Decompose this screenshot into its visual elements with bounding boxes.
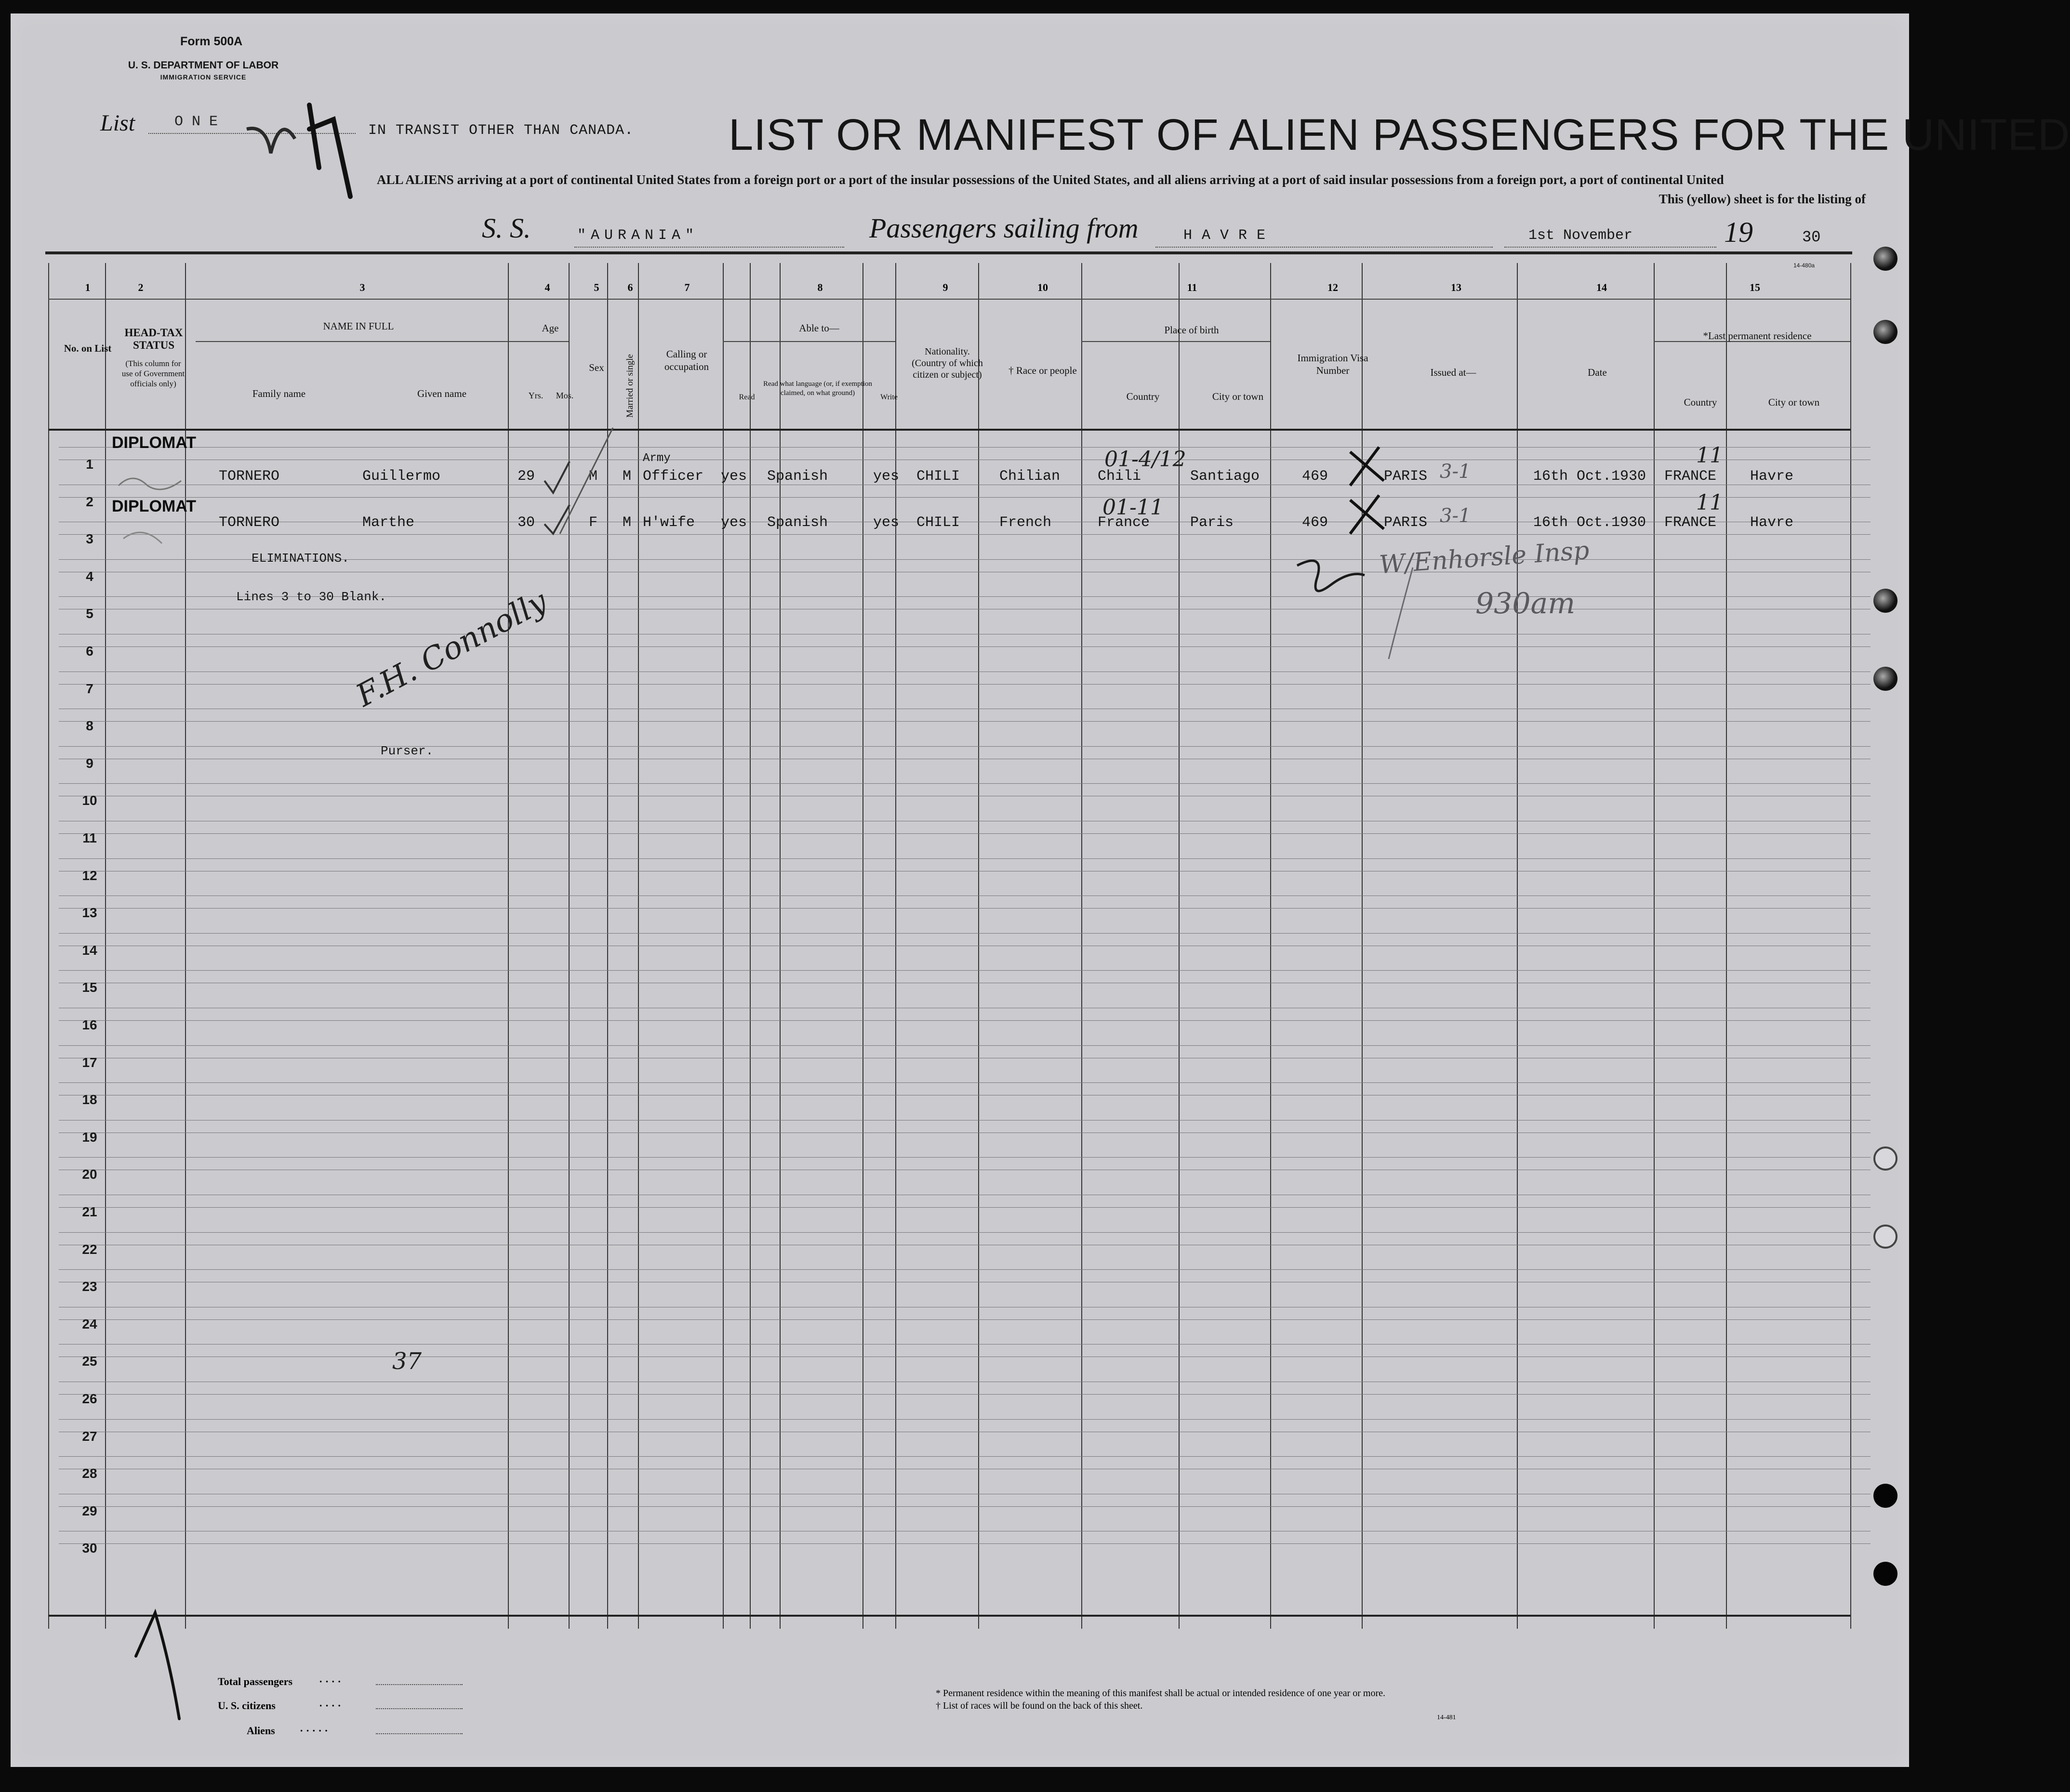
- table-bottom-rule: [48, 1615, 1850, 1617]
- page-count: 37: [392, 1348, 422, 1375]
- issued-annotation: 3-1: [1440, 505, 1471, 527]
- row-number: 24: [82, 1316, 97, 1331]
- row-rule: [59, 933, 1871, 934]
- given-name: Marthe: [362, 514, 415, 531]
- ship-name: "AURANIA": [577, 227, 699, 244]
- row-rule: [59, 684, 1871, 685]
- nationality: CHILI: [916, 514, 960, 531]
- binder-hole: [1873, 1562, 1898, 1586]
- calling: H'wife: [643, 514, 695, 531]
- row-rule: [59, 1506, 1871, 1507]
- header-rule: [1081, 341, 1270, 342]
- header-rule: [45, 251, 1852, 254]
- row-number: 25: [82, 1354, 97, 1369]
- inspector-initial-mark: [1287, 546, 1384, 604]
- row-rule: [59, 833, 1871, 834]
- header-name-in-full: NAME IN FULL: [323, 320, 394, 332]
- footnote-races: † List of races will be found on the back of this sheet.: [936, 1700, 1143, 1711]
- nationality: CHILI: [916, 468, 960, 485]
- row-number: 21: [82, 1204, 97, 1219]
- header-head-tax-note: (This column for use of Government officials only): [121, 359, 185, 388]
- header-write: Write: [880, 393, 898, 401]
- header-head-tax: HEAD-TAX STATUS: [124, 327, 183, 351]
- row-rule: [59, 1207, 1871, 1208]
- header-married: Married or single: [625, 354, 635, 418]
- row-number: 15: [82, 980, 97, 995]
- binder-hole: [1873, 1484, 1898, 1508]
- row-rule: [59, 497, 1871, 498]
- row-rule: [59, 1082, 1871, 1083]
- form-number: Form 500A: [180, 35, 243, 48]
- date-dotted-line: [1504, 247, 1716, 248]
- header-given-name: Given name: [417, 388, 467, 399]
- header-rule: [48, 429, 1850, 431]
- row-rule: [59, 447, 1871, 448]
- row-number: 18: [82, 1092, 97, 1107]
- visa-date: 16th Oct.1930: [1533, 468, 1646, 485]
- residence-city: Havre: [1750, 514, 1794, 531]
- header-no-on-list: No. on List: [64, 343, 112, 354]
- manifest-title: LIST OR MANIFEST OF ALIEN PASSENGERS FOR THE UNITED: [729, 110, 2070, 159]
- us-citizens-line: [376, 1708, 463, 1709]
- issued-at: PARIS: [1384, 514, 1428, 531]
- head-tax-status: DIPLOMAT: [112, 434, 197, 452]
- married-status: M: [623, 468, 632, 485]
- row-number: 13: [82, 905, 97, 921]
- row-rule: [59, 970, 1871, 971]
- port-name: HAVRE: [1183, 227, 1275, 244]
- row-rule: [59, 1232, 1871, 1233]
- column-rule: [48, 263, 49, 1629]
- pencil-stroke: [1379, 563, 1427, 669]
- calling: Officer: [643, 468, 704, 485]
- aliens-dots: · · · · ·: [300, 1725, 328, 1737]
- total-passengers-label: Total passengers: [218, 1675, 293, 1687]
- transit-note: IN TRANSIT OTHER THAN CANADA.: [368, 122, 634, 139]
- subtitle-line-1: ALL ALIENS arriving at a port of continental United States from a foreign port or a port of the insular possessions of the United States, and all aliens arriving at a port of said insular possessions from a foreign port, a port of continental United: [377, 172, 1724, 187]
- row-number: 17: [82, 1054, 97, 1070]
- row-rule: [59, 1157, 1871, 1158]
- footnote-residence: * Permanent residence within the meaning of this manifest shall be actual or intended residence of one year or more.: [936, 1688, 1386, 1699]
- us-citizens-dots: · · · ·: [319, 1700, 341, 1712]
- colnum-7: 7: [684, 281, 690, 293]
- department-name: U. S. DEPARTMENT OF LABOR: [128, 60, 279, 71]
- able-read: yes: [721, 514, 747, 531]
- header-birth-city: City or town: [1212, 391, 1264, 402]
- birth-country: France: [1098, 514, 1150, 531]
- row-number: 12: [82, 868, 97, 883]
- row-number: 6: [86, 644, 93, 659]
- row-number: 4: [86, 568, 93, 584]
- sex: M: [589, 468, 598, 485]
- calling-line-1: Army: [643, 452, 671, 465]
- row-number: 1: [86, 457, 93, 472]
- residence-country: FRANCE: [1664, 514, 1717, 531]
- header-rule: [48, 299, 1850, 300]
- row-number: 20: [82, 1167, 97, 1182]
- ss-label: S. S.: [482, 212, 531, 244]
- birth-annotation: 01-11: [1102, 495, 1164, 520]
- family-name: TORNERO: [219, 468, 280, 485]
- inspector-note: W/Enhorsle Insp: [1378, 536, 1591, 580]
- head-tax-status: DIPLOMAT: [112, 497, 197, 515]
- header-issued-at: Issued at—: [1430, 367, 1476, 378]
- row-number: 23: [82, 1279, 97, 1294]
- residence-annotation: 11: [1696, 490, 1723, 515]
- colnum-11: 11: [1187, 281, 1197, 293]
- list-handwritten-number: [237, 86, 353, 206]
- issued-at: PARIS: [1384, 468, 1428, 485]
- row-rule: [59, 646, 1871, 647]
- header-visa-number: Immigration Visa Number: [1297, 352, 1368, 376]
- purser-signature: F.H. Connolly: [350, 583, 553, 714]
- visa-date: 16th Oct.1930: [1533, 514, 1646, 531]
- row-rule: [59, 1419, 1871, 1420]
- row-rule: [59, 1045, 1871, 1046]
- residence-annotation: 11: [1696, 443, 1723, 468]
- row-rule: [59, 858, 1871, 859]
- colnum-5: 5: [594, 281, 599, 293]
- binder-hole: [1873, 1146, 1898, 1171]
- age-check-marks: [536, 413, 632, 539]
- header-sex: Sex: [589, 362, 604, 373]
- row-number: 5: [86, 606, 93, 621]
- colnum-13: 13: [1451, 281, 1461, 293]
- visa-x-marks: [1340, 437, 1393, 534]
- header-age: Age: [542, 322, 559, 334]
- manifest-sheet: [11, 13, 2070, 1767]
- row-number: 22: [82, 1241, 97, 1257]
- header-read-language: Read what language (or, if exemption claimed, on what ground): [763, 380, 872, 397]
- row-number: 2: [86, 494, 93, 509]
- header-place-of-birth: Place of birth: [1164, 324, 1219, 336]
- able-read: yes: [721, 468, 747, 485]
- subtitle-line-2: This (yellow) sheet is for the listing of: [1659, 192, 1866, 206]
- header-rule: [723, 341, 895, 342]
- row-number: 11: [82, 830, 97, 845]
- header-nationality: Nationality. (Country of which citizen or subject): [912, 346, 983, 380]
- header-age-months: Mos.: [556, 391, 574, 400]
- total-passengers-line: [376, 1684, 463, 1685]
- row-number: 3: [86, 531, 93, 547]
- row-rule: [59, 1543, 1871, 1544]
- row-number: 9: [86, 755, 93, 771]
- header-able-to: Able to—: [799, 322, 839, 334]
- birth-country: Chili: [1098, 468, 1141, 485]
- ship-dotted-line: [574, 247, 844, 248]
- header-birth-country: Country: [1126, 391, 1160, 402]
- colnum-6: 6: [627, 281, 633, 293]
- row-rule: [59, 1394, 1871, 1395]
- colnum-15: 15: [1750, 281, 1760, 293]
- age-years: 30: [518, 514, 535, 531]
- issued-annotation: 3-1: [1440, 461, 1471, 483]
- row-number: 28: [82, 1466, 97, 1481]
- row-rule: [59, 534, 1871, 535]
- colnum-10: 10: [1037, 281, 1048, 293]
- sex: F: [589, 514, 598, 531]
- header-age-years: Yrs.: [528, 391, 544, 400]
- row-rule: [59, 1269, 1871, 1270]
- row-number: 7: [86, 681, 93, 696]
- able-write: yes: [873, 468, 900, 485]
- colnum-12: 12: [1327, 281, 1338, 293]
- row-rule: [59, 746, 1871, 747]
- row-number: 29: [82, 1503, 97, 1518]
- header-family-name: Family name: [252, 388, 306, 399]
- read-language: Spanish: [767, 514, 828, 531]
- header-date: Date: [1588, 367, 1607, 378]
- residence-city: Havre: [1750, 468, 1794, 485]
- binder-hole: [1873, 589, 1898, 613]
- given-name: Guillermo: [362, 468, 441, 485]
- header-last-residence: *Last permanent residence: [1703, 330, 1812, 342]
- header-residence-city: City or town: [1768, 396, 1820, 408]
- year-value: 30: [1802, 228, 1821, 246]
- bottom-pen-stroke: [126, 1603, 194, 1728]
- birth-city: Santiago: [1190, 468, 1260, 485]
- binder-hole: [1873, 1225, 1898, 1249]
- birth-annotation: 01-4/12: [1104, 447, 1186, 472]
- row-number: 30: [82, 1541, 97, 1556]
- row-rule: [59, 1319, 1871, 1320]
- colnum-3: 3: [359, 281, 365, 293]
- row-number: 8: [86, 718, 93, 734]
- residence-country: FRANCE: [1664, 468, 1717, 485]
- aliens-line: [376, 1733, 463, 1734]
- colnum-14: 14: [1596, 281, 1607, 293]
- aliens-label: Aliens: [247, 1725, 275, 1737]
- colnum-9: 9: [942, 281, 948, 293]
- visa-number: 469: [1302, 468, 1328, 485]
- time-note: 930am: [1475, 587, 1576, 620]
- total-passengers-dots: · · · ·: [319, 1675, 341, 1687]
- binder-hole: [1873, 667, 1898, 691]
- row-rule: [59, 721, 1871, 722]
- row-rule: [59, 1020, 1871, 1021]
- header-rule: [196, 341, 569, 342]
- head-tax-pencil-marks: [114, 466, 200, 563]
- blank-lines-note: Lines 3 to 30 Blank.: [236, 590, 387, 604]
- colnum-4: 4: [544, 281, 550, 293]
- form-code: 14-480a: [1793, 262, 1815, 269]
- colnum-2: 2: [138, 281, 144, 293]
- row-number: 27: [82, 1428, 97, 1444]
- row-rule: [59, 783, 1871, 784]
- list-value: O N E: [174, 114, 218, 130]
- footnote-code: 14-481: [1437, 1714, 1456, 1721]
- binder-hole: [1873, 247, 1898, 271]
- binder-hole: [1873, 320, 1898, 344]
- service-name: IMMIGRATION SERVICE: [160, 73, 247, 81]
- row-number: 19: [82, 1129, 97, 1145]
- header-race: † Race or people: [1008, 365, 1077, 376]
- header-residence-country: Country: [1684, 396, 1717, 408]
- port-dotted-line: [1155, 247, 1493, 248]
- sail-date: 1st November: [1528, 227, 1633, 244]
- year-label: 19: [1724, 216, 1753, 248]
- purser-label: Purser.: [381, 744, 434, 758]
- colnum-8: 8: [817, 281, 823, 293]
- birth-city: Paris: [1190, 514, 1234, 531]
- row-rule: [59, 1456, 1871, 1457]
- married-status: M: [623, 514, 632, 531]
- department-block: [102, 60, 305, 83]
- row-number: 26: [82, 1391, 97, 1406]
- header-read: Read: [739, 393, 755, 401]
- race: French: [999, 514, 1052, 531]
- sailing-label: Passengers sailing from: [869, 212, 1139, 244]
- eliminations-note: ELIMINATIONS.: [252, 551, 349, 566]
- header-calling: Calling or occupation: [664, 348, 709, 372]
- read-language: Spanish: [767, 468, 828, 485]
- us-citizens-label: U. S. citizens: [218, 1700, 276, 1712]
- race: Chilian: [999, 468, 1061, 485]
- row-number: 10: [82, 793, 97, 808]
- list-label: List: [100, 110, 135, 136]
- colnum-1: 1: [85, 281, 91, 293]
- row-rule: [59, 908, 1871, 909]
- row-number: 16: [82, 1017, 97, 1032]
- able-write: yes: [873, 514, 900, 531]
- family-name: TORNERO: [219, 514, 280, 531]
- visa-number: 469: [1302, 514, 1328, 531]
- row-number: 14: [82, 942, 97, 958]
- age-years: 29: [518, 468, 535, 485]
